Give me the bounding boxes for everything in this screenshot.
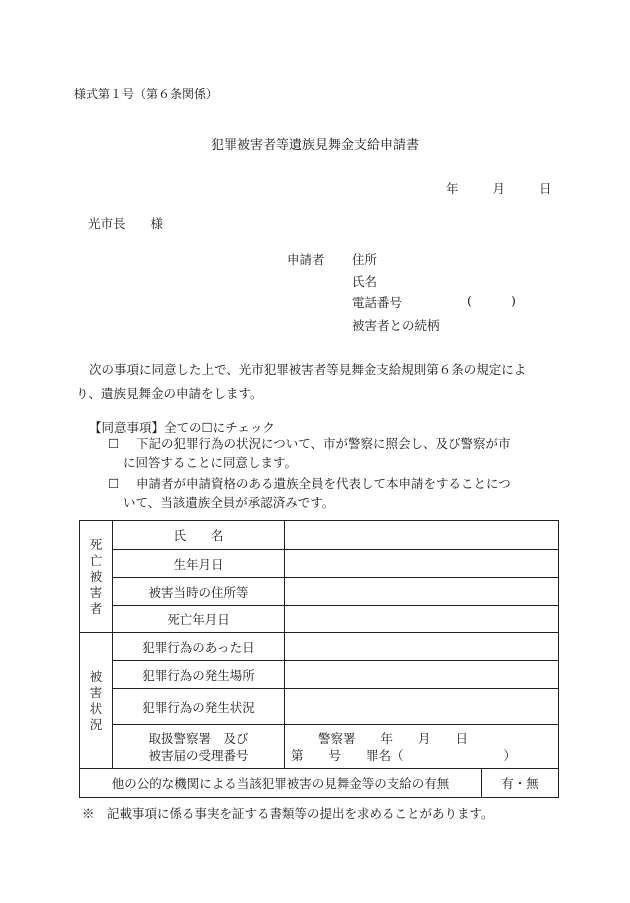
- applicant-address-label: 住所: [352, 252, 378, 267]
- date-month: 月: [492, 181, 506, 196]
- police-label-line1: 取扱警察署 及び: [148, 730, 249, 746]
- intro-paragraph: 次の事項に同意した上で、光市犯罪被害者等見舞金支給規則第６条の規定により、遺族見舞金の申請をします。: [76, 362, 527, 401]
- phone-paren-close: ): [511, 293, 516, 308]
- row-label-birth-date: 生年月日: [113, 550, 285, 578]
- phone-paren-open: (: [467, 293, 472, 308]
- consent-checkbox-1[interactable]: ☐: [108, 436, 120, 451]
- row-label-death-date: 死亡年月日: [113, 606, 285, 633]
- death-date-input[interactable]: [285, 606, 559, 633]
- deceased-label-char: 被: [89, 568, 103, 584]
- consent-item: [108, 474, 548, 512]
- applicant-relation-label: 被害者との続柄: [352, 318, 440, 333]
- applicant-phone-label: 電話番号: [352, 295, 403, 310]
- deceased-label-char: 亡: [89, 552, 103, 568]
- deceased-label-char: 害: [89, 584, 103, 600]
- damage-label-char: 状: [89, 700, 103, 716]
- deceased-label-char: 死: [89, 536, 103, 552]
- footnote: ※ 記載事項に係る事実を証する書類等の提出を求めることがあります。: [82, 806, 494, 821]
- consent-checkbox-2[interactable]: ☐: [108, 476, 120, 491]
- consent-text-2: [123, 474, 548, 512]
- deceased-group-label: [80, 521, 113, 633]
- row-label-police: [113, 725, 285, 769]
- birth-date-input[interactable]: [285, 550, 559, 578]
- damage-label-char: 況: [89, 716, 103, 732]
- crime-date-input[interactable]: [285, 633, 559, 661]
- applicant-label: 申請者: [287, 252, 325, 267]
- date-year: 年: [446, 181, 459, 196]
- crime-place-input[interactable]: [285, 661, 559, 689]
- victim-info-table: [79, 520, 559, 798]
- row-label-address-at-time: 被害当時の住所等: [113, 578, 285, 606]
- consent-text-1-line2: に回答することに同意します。: [123, 455, 298, 470]
- other-benefits-label: 他の公的な機関による当該犯罪被害の見舞金等の支給の有無: [80, 769, 482, 798]
- deceased-label-char: 者: [89, 600, 103, 616]
- consent-text-1: [123, 434, 548, 472]
- addressee: 光市長 様: [88, 216, 164, 231]
- other-benefits-choice[interactable]: 有・無: [482, 769, 559, 798]
- police-label-line2: 被害届の受理番号: [148, 747, 249, 763]
- crime-situation-input[interactable]: [285, 689, 559, 725]
- consent-heading: 【同意事項】全ての☐にチェック: [89, 420, 275, 435]
- damage-group-label: [80, 633, 113, 769]
- date-day: 日: [539, 181, 552, 196]
- date-line: [446, 179, 552, 197]
- police-value-line1: 警察署 年 月 日: [318, 730, 469, 746]
- row-label-crime-situation: 犯罪行為の発生状況: [113, 689, 285, 725]
- consent-text-2-line1: 申請者が申請資格のある遺族全員を代表して本申請をすることにつ: [136, 476, 511, 491]
- document-title: 犯罪被害者等遺族見舞金支給申請書: [210, 138, 419, 153]
- row-label-crime-place: 犯罪行為の発生場所: [113, 661, 285, 689]
- damage-label-char: 害: [89, 684, 103, 700]
- consent-text-1-line1: 下記の犯罪行為の状況について、市が警察に照会し、及び警察が市: [136, 436, 511, 451]
- deceased-name-input[interactable]: [285, 521, 559, 550]
- consent-item: [108, 434, 548, 472]
- damage-label-char: 被: [89, 668, 103, 684]
- row-label-crime-date: 犯罪行為のあった日: [113, 633, 285, 661]
- consent-text-2-line2: いて、当該遺族全員が承認済みです。: [123, 495, 335, 510]
- police-info-input[interactable]: [285, 725, 559, 769]
- police-value-line2: 第 号 罪名（ ）: [291, 747, 517, 763]
- form-number: 様式第１号（第６条関係）: [74, 87, 219, 101]
- row-label-deceased-name: 氏 名: [113, 521, 285, 550]
- address-at-time-input[interactable]: [285, 578, 559, 606]
- applicant-name-label: 氏名: [352, 274, 378, 289]
